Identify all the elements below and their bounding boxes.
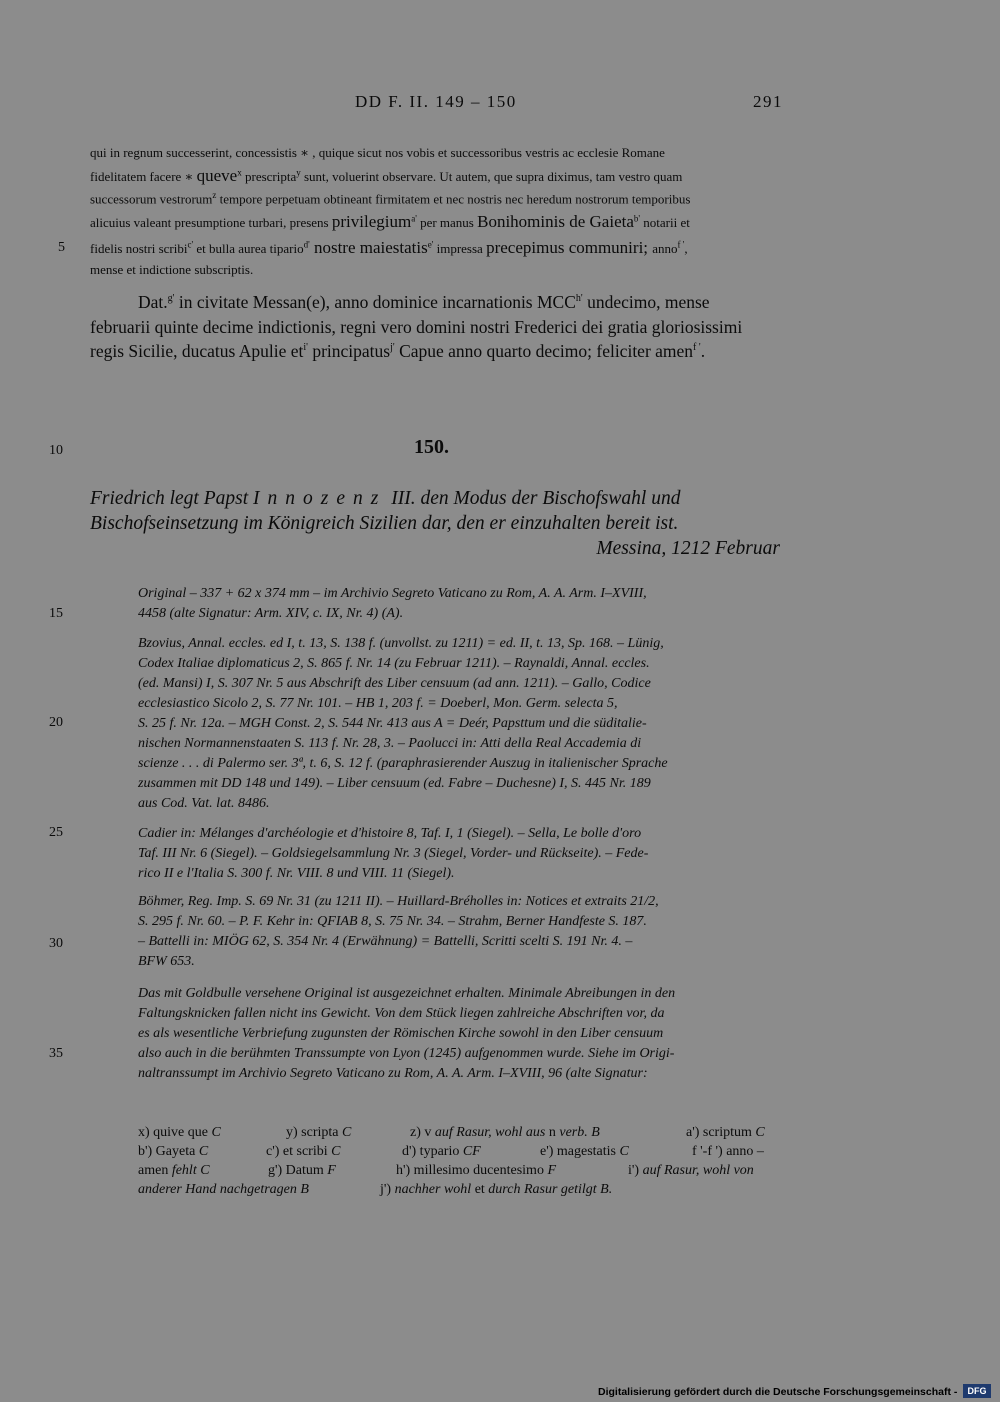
apparatus-line: S. 295 f. Nr. 60. – P. F. Kehr in: QFIAB 8, S. 75 Nr. 34. – Strahm, Berner Handfeste S. 187. <box>138 914 647 929</box>
dfg-logo: DFG <box>963 1384 991 1398</box>
regest-line-1: Friedrich legt Papst Innozenz III. den Modus der Bischofswahl und <box>90 488 681 509</box>
apparatus-line: Taf. III Nr. 6 (Siegel). – Goldsiegelsammlung Nr. 3 (Siegel, Vorder- und Rückseite). – Fede- <box>138 846 649 861</box>
footnote-d: d') typario CF <box>402 1144 481 1159</box>
footnote-z: z) v auf Rasur, wohl aus n verb. B <box>410 1125 600 1140</box>
footnote-i: i') auf Rasur, wohl von <box>628 1163 754 1178</box>
text-line-1: qui in regnum successerint, concessistis ∗ , quique sicut nos vobis et successoribus vestris ac ecclesie Romane <box>90 145 665 160</box>
footnote-e: e') magestatis C <box>540 1144 629 1159</box>
apparatus-line: nischen Normannenstaaten S. 113 f. Nr. 28, 3. – Paolucci in: Atti della Real Accademia di <box>138 736 642 751</box>
apparatus-line: aus Cod. Vat. lat. 8486. <box>138 796 270 811</box>
apparatus-line: S. 25 f. Nr. 12a. – MGH Const. 2, S. 544 Nr. 413 aus A = Deér, Papsttum und die süditalie- <box>138 716 647 731</box>
line-number: 25 <box>49 825 63 840</box>
apparatus-line: scienze . . . di Palermo ser. 3ª, t. 6, S. 12 f. (paraphrasierender Auszug in italienischer Sprache <box>138 756 668 771</box>
footnote-c: c') et scribi C <box>266 1144 341 1159</box>
text-line-4: alicuius valeant presumptione turbari, presens privilegium$^{a'}$ per manus Bonihominis de Gaieta$^{b'}$ notarii et <box>90 212 690 231</box>
line-number: 35 <box>49 1046 63 1061</box>
dating-line-3: regis Sicilie, ducatus Apulie $et^{i'}$ principatus$^{j'}$ Capue anno quarto decimo; feliciter amen$^{f '}$. <box>90 341 706 361</box>
apparatus-line: (ed. Mansi) I, S. 307 Nr. 5 aus Abschrift des Liber censuum (ad ann. 1211). – Gallo, Codice <box>138 676 651 691</box>
line-number: 15 <box>49 606 63 621</box>
footnote-b: b') Gayeta C <box>138 1144 209 1159</box>
apparatus-line: 4458 (alte Signatur: Arm. XIV, c. IX, Nr. 4) (A). <box>138 606 404 621</box>
apparatus-line: Faltungsknicken fallen nicht ins Gewicht. Von dem Stück liegen zahlreiche Abschriften vor, da <box>138 1006 665 1021</box>
apparatus-line: Original – 337 + 62 x 374 mm – im Archivio Segreto Vaticano zu Rom, A. A. Arm. I–XVIII, <box>138 586 647 601</box>
apparatus-line: Das mit Goldbulle versehene Original ist ausgezeichnet erhalten. Minimale Abreibungen in den <box>138 986 676 1001</box>
apparatus-line: – Battelli in: MIÖG 62, S. 354 Nr. 4 (Erwähnung) = Battelli, Scritti scelti S. 191 Nr. 4. – <box>138 934 633 949</box>
apparatus-line: Böhmer, Reg. Imp. S. 69 Nr. 31 (zu 1211 II). – Huillard-Bréholles in: Notices et extraits 21/2, <box>138 894 659 909</box>
footnote-j: j') nachher wohl et durch Rasur getilgt B. <box>380 1182 613 1197</box>
line-number: 30 <box>49 936 63 951</box>
line-number: 10 <box>49 443 63 458</box>
apparatus-line: BFW 653. <box>138 954 195 969</box>
apparatus-line: es als wesentliche Verbriefung zugunsten der Römischen Kirche sowohl in den Liber censuum <box>138 1026 664 1041</box>
footnote-g: g') Datum F <box>268 1163 336 1178</box>
text-line-2: fidelitatem facere ∗ queve$^x$ prescripta$^y$ sunt, voluerint observare. Ut autem, que supra diximus, tam vestro quam <box>90 166 683 185</box>
text-line-5: fidelis nostri scribi$^{c'}$ et bulla aurea tipario$^{d'}$ nostre maiestatis$^{e'}$ impressa precepimus communiri; anno$^{f '}$, <box>90 238 688 257</box>
footer-credit: Digitalisierung gefördert durch die Deutsche Forschungsgemeinschaft - <box>598 1386 958 1398</box>
apparatus-line: also auch in die berühmten Transsumpte von Lyon (1245) aufgenommen wurde. Siehe im Origi- <box>138 1046 675 1061</box>
text-line-3: successorum vestrorum$^z$ tempore perpetuam obtineant firmitatem et nec nostris nec heredum nostrorum temporibus <box>90 190 691 207</box>
apparatus-line: Bzovius, Annal. eccles. ed I, t. 13, S. 138 f. (unvollst. zu 1211) = ed. II, t. 13, Sp. 168. – Lünig, <box>138 636 664 651</box>
line-number: 5 <box>58 240 65 255</box>
apparatus-line: Cadier in: Mélanges d'archéologie et d'histoire 8, Taf. I, 1 (Siegel). – Sella, Le bolle d'oro <box>138 826 642 841</box>
dating-line-2: februarii quinte decime indictionis, regni vero domini nostri Frederici dei gratia gloriosissimi <box>90 317 743 337</box>
apparatus-line: zusammen mit DD 148 und 149). – Liber censuum (ed. Fabre – Duchesne) I, S. 445 Nr. 189 <box>138 776 651 791</box>
footnote-y: y) scripta C <box>286 1125 352 1140</box>
apparatus-line: ecclesiastico Sicolo 2, S. 77 Nr. 101. – HB 1, 203 f. = Doeberl, Mon. Germ. selecta 5, <box>138 696 618 711</box>
apparatus-line: rico II e l'Italia S. 300 f. Nr. VIII. 8 und VIII. 11 (Siegel). <box>138 866 455 881</box>
footnote-h: h') millesimo ducentesimo F <box>396 1163 557 1178</box>
regest-line-2: Bischofseinsetzung im Königreich Sizilien dar, den er einzuhalten bereit ist. <box>90 513 679 534</box>
footnote-i-cont: anderer Hand nachgetragen B <box>138 1182 309 1197</box>
regest-date: Messina, 1212 Februar <box>596 538 780 559</box>
apparatus-line: naltranssumpt im Archivio Segreto Vaticano zu Rom, A. A. Arm. I–XVIII, 96 (alte Signatur: <box>138 1066 648 1081</box>
footnote-f-cont: amen fehlt C <box>138 1163 210 1178</box>
dating-line-1: Dat.$^{g'}$ in civitate Messan(e), anno dominice incarnationis $MCC^{h'}$ undecimo, mense <box>138 292 710 312</box>
footnote-f: f '-f ') anno – <box>692 1144 764 1159</box>
running-head: DD F. II. 149 – 150 <box>355 92 517 111</box>
page-number: 291 <box>753 92 783 111</box>
apparatus-line: Codex Italiae diplomaticus 2, S. 865 f. Nr. 14 (zu Februar 1211). – Raynaldi, Annal. eccles. <box>138 656 650 671</box>
footnote-x: x) quive que C <box>138 1125 221 1140</box>
text-line-6: mense et indictione subscriptis. <box>90 262 254 277</box>
line-number: 20 <box>49 715 63 730</box>
footnote-a: a') scriptum C <box>686 1125 765 1140</box>
document-number: 150. <box>414 436 449 458</box>
